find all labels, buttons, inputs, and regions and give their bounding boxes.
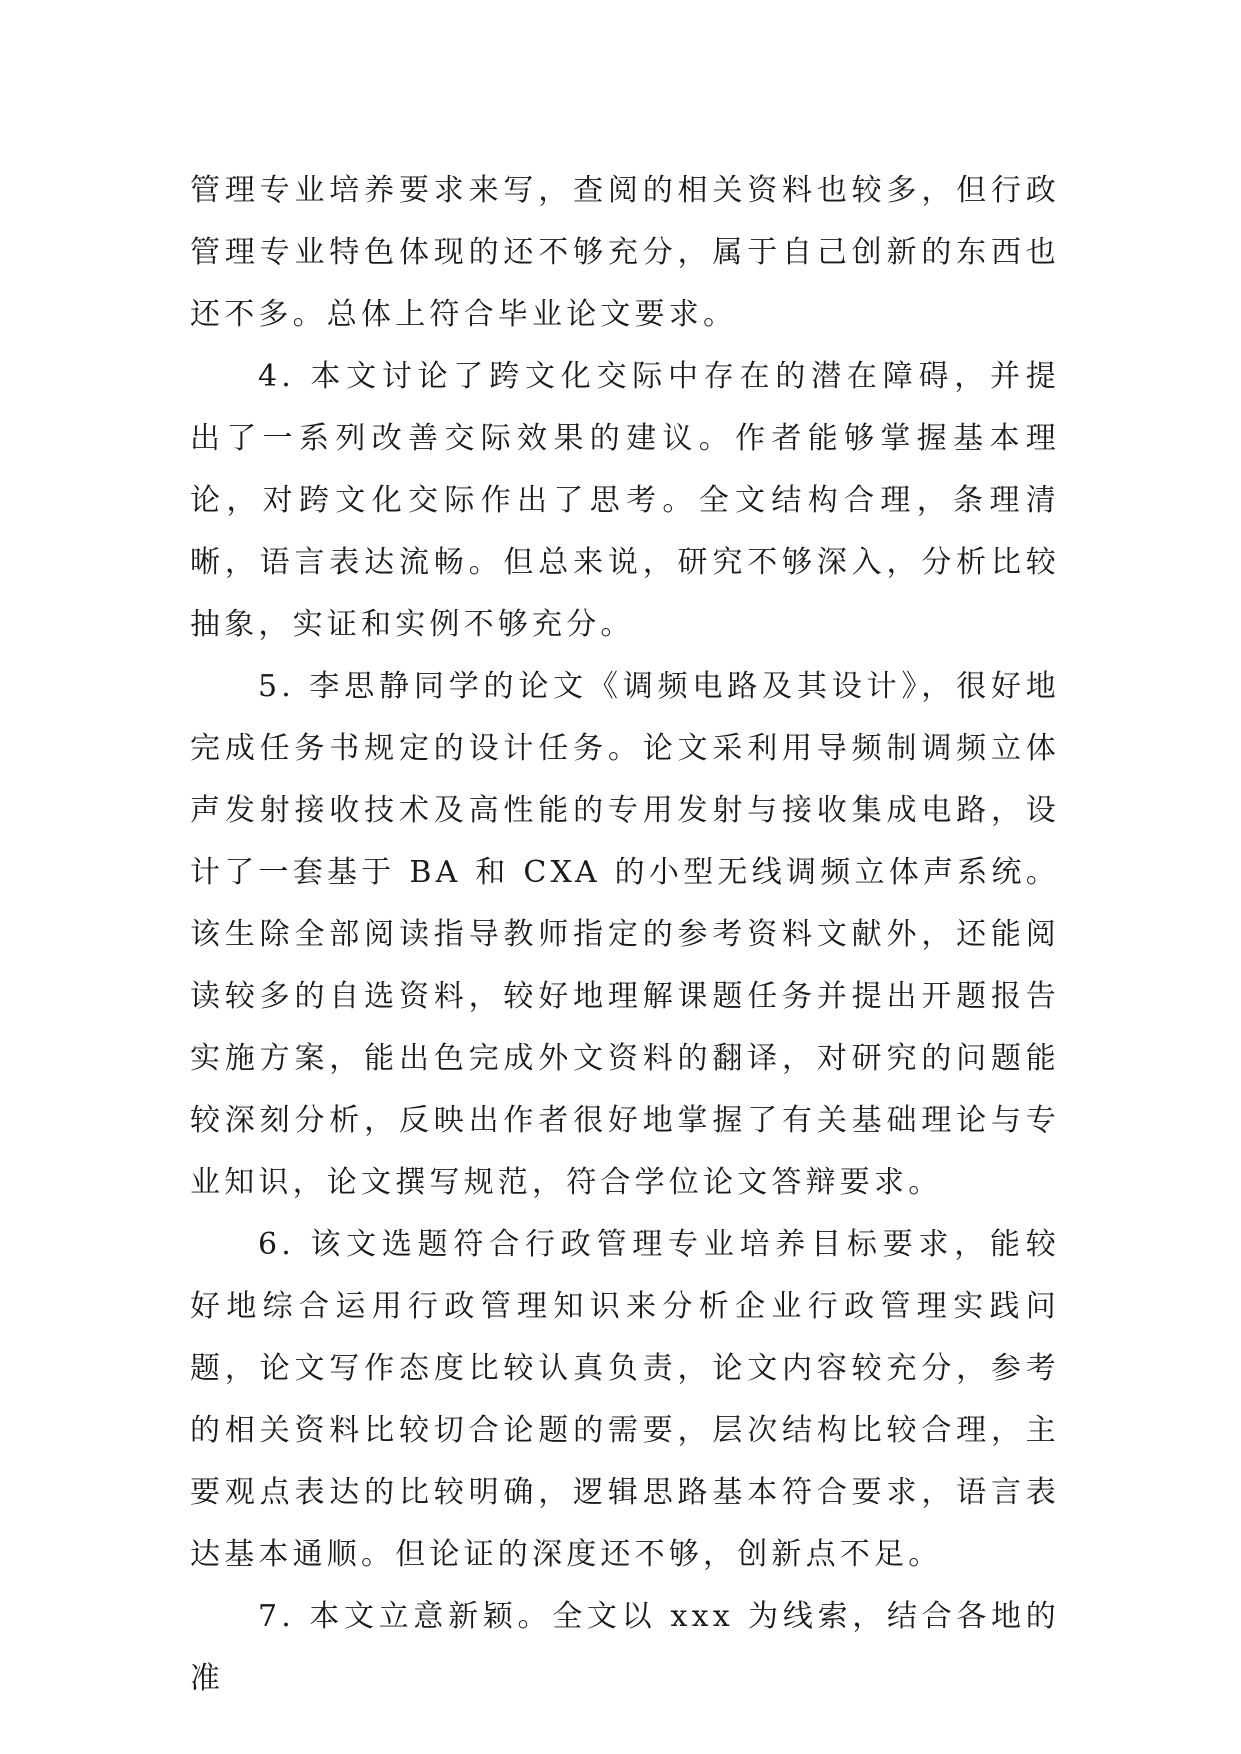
paragraph-item-4: 4. 本文讨论了跨文化交际中存在的潜在障碍，并提出了一系列改善交际效果的建议。作者能够掌握基本理论，对跨文化交际作出了思考。全文结构合理，条理清晰，语言表达流畅。但总来说，研究不够深入，分析比较抽象，实证和实例不够充分。 [190, 359, 1060, 642]
paragraph-item-7: 7. 本文立意新颖。全文以 xxx 为线索，结合各地的准 [190, 1599, 1060, 1696]
document-body [190, 160, 1060, 1710]
paragraph-item-5: 5. 李思静同学的论文《调频电路及其设计》，很好地完成任务书规定的设计任务。论文采利用导频制调频立体声发射接收技术及高性能的专用发射与接收集成电路，设计了一套基于 BA 和 CXA 的小型无线调频立体声系统。该生除全部阅读指导教师指定的参考资料文献外，还能阅读较多的自选资料，较好地理解课题任务并提出开题报告实施方案，能出色完成外文资料的翻译，对研究的问题能较深刻分析，反映出作者很好地掌握了有关基础理论与专业知识，论文撰写规范，符合学位论文答辩要求。 [190, 669, 1060, 1200]
paragraph-continuation: 管理专业培养要求来写，查阅的相关资料也较多，但行政管理专业特色体现的还不够充分，属于自己创新的东西也还不多。总体上符合毕业论文要求。 [190, 173, 1060, 332]
paragraph-item-6: 6. 该文选题符合行政管理专业培养目标要求，能较好地综合运用行政管理知识来分析企业行政管理实践问题，论文写作态度比较认真负责，论文内容较充分，参考的相关资料比较切合论题的需要，层次结构比较合理，主要观点表达的比较明确，逻辑思路基本符合要求，语言表达基本通顺。但论证的深度还不够，创新点不足。 [190, 1227, 1060, 1572]
